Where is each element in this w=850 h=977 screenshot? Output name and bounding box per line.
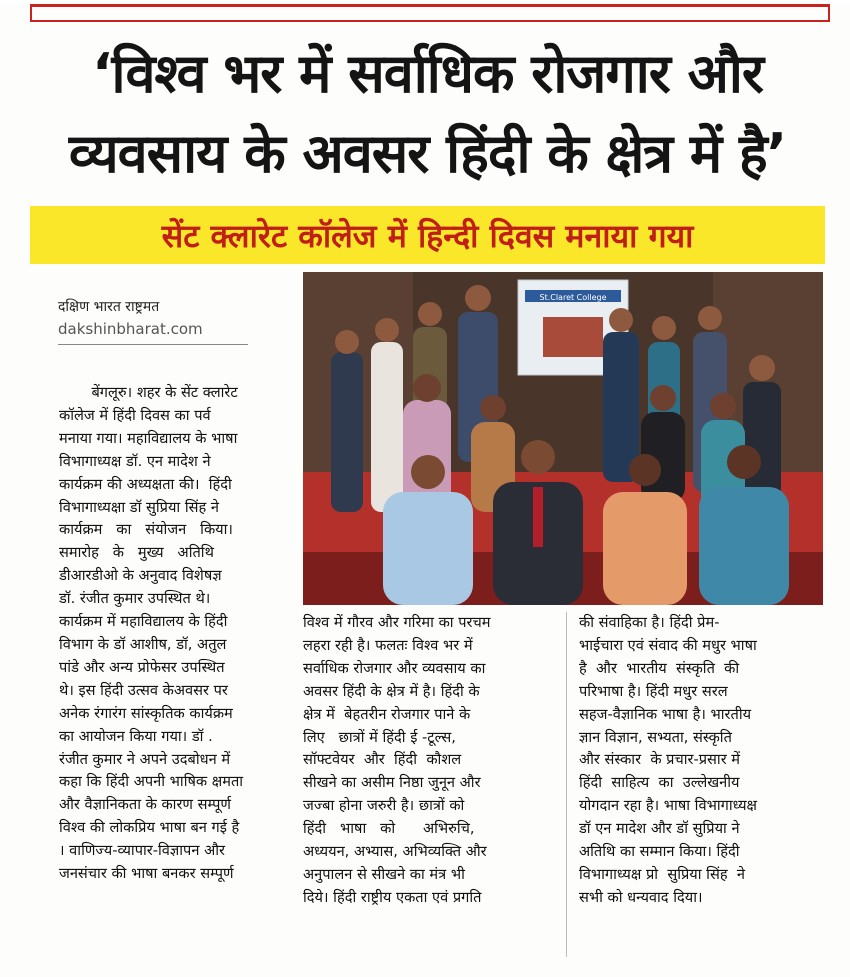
column-3-line: हिंदी साहित्य का उल्लेखनीय <box>579 774 740 792</box>
column-3-line: की संवाहिका है। हिंदी प्रेम- <box>579 614 720 631</box>
column-1-line: पांडे और अन्य प्रोफेसर उपस्थित <box>59 658 225 676</box>
column-1-line: । वाणिज्य-व्यापार-विज्ञापन और <box>59 842 225 860</box>
byline-source: दक्षिण भारत राष्ट्रमत <box>58 299 160 315</box>
column-3-line: अतिथि का सम्मान किया। हिंदी <box>579 843 740 861</box>
column-2-line: सर्वाधिक रोजगार और व्यवसाय का <box>303 659 486 677</box>
column-2-line: अवसर हिंदी के क्षेत्र में है। हिंदी के <box>303 682 480 700</box>
column-2-line: अध्ययन, अभ्यास, अभिव्यक्ति और <box>303 843 487 861</box>
column-1-line: कॉलेज में हिंदी दिवस का पर्व <box>59 406 211 424</box>
column-1-line: डॉ. रंजीत कुमार उपस्थित थे। <box>59 590 211 608</box>
article-column-3 <box>579 612 827 910</box>
headline-line-2: व्यवसाय के अवसर हिंदी के क्षेत्र में है’ <box>68 122 787 185</box>
byline-underline <box>58 344 248 345</box>
column-1-line: थे। इस हिंदी उत्सव केअवसर पर <box>59 681 228 699</box>
column-1-line: विभागाध्यक्षा डॉ सुप्रिया सिंह ने <box>59 498 219 516</box>
column-2-line: अनुपालन से सीखने का मंत्र भी <box>303 865 465 883</box>
column-3-line: परिभाषा है। हिंदी मधुर सरल <box>579 682 728 700</box>
column-2-line: क्षेत्र में बेहतरीन रोजगार पाने के <box>303 705 471 723</box>
column-1-line: का आयोजन किया गया। डॉ . <box>59 727 213 745</box>
column-3-line: भाईचारा एवं संवाद की मधुर भाषा <box>579 636 757 654</box>
subheadline: सेंट क्लारेट कॉलेज में हिन्दी दिवस मनाया गया <box>161 216 694 255</box>
column-1-line: कहा कि हिंदी अपनी भाषिक क्षमता <box>59 773 244 791</box>
column-3-line: डॉ एन मादेश और डॉ सुप्रिया ने <box>579 820 740 838</box>
headline <box>20 34 835 194</box>
column-1-line: समारोह के मुख्य अतिथि <box>59 544 214 562</box>
article-column-1 <box>59 382 281 886</box>
masthead-rule-left <box>30 4 32 22</box>
column-divider <box>566 612 567 957</box>
byline <box>58 296 258 345</box>
column-2-line: सॉफ्टवेयर और हिंदी कौशल <box>303 751 462 769</box>
column-2-line: विश्व में गौरव और गरिमा का परचम <box>303 614 491 631</box>
column-3-line: सभी को धन्यवाद दिया। <box>579 888 703 906</box>
column-2-line: सीखने का असीम निष्ठा जुनून और <box>303 774 481 792</box>
masthead-rule-right <box>828 4 830 22</box>
column-1-line: मनाया गया। महाविद्यालय के भाषा <box>59 429 238 447</box>
subheadline-box <box>30 206 825 264</box>
column-1-line: कार्यक्रम का संयोजन किया। <box>59 521 233 539</box>
column-3-line: ज्ञान विज्ञान, सभ्यता, संस्कृति <box>579 728 732 746</box>
column-1-line: जनसंचार की भाषा बनकर सम्पूर्ण <box>59 865 234 883</box>
column-3-line: सहज-वैज्ञानिक भाषा है। भारतीय <box>579 705 752 723</box>
article-column-2 <box>303 612 552 910</box>
column-1-line: अनेक रंगारंग सांस्कृतिक कार्यक्रम <box>59 704 233 722</box>
column-3-line: विभागाध्यक्ष प्रो सुप्रिया सिंह ने <box>579 865 745 883</box>
masthead-rule-top <box>30 4 830 7</box>
column-1-line: और वैज्ञानिकता के कारण सम्पूर्ण <box>59 796 231 814</box>
column-2-line: लिए छात्रों में हिंदी ई -टूल्स, <box>303 728 456 746</box>
column-2-line: लहरा रही है। फलतः विश्व भर में <box>303 636 473 654</box>
column-1-line: विश्व की लोकप्रिय भाषा बन गई है <box>59 819 240 837</box>
headline-line-1: ‘विश्व भर में सर्वाधिक रोजगार और <box>92 42 763 105</box>
column-2-line: जज्बा होना जरुरी है। छात्रों को <box>303 797 465 815</box>
byline-website: dakshinbharat.com <box>58 320 203 338</box>
column-1-line: कार्यक्रम की अध्यक्षता की। हिंदी <box>59 475 232 493</box>
column-1-line: डीआरडीओ के अनुवाद विशेषज्ञ <box>59 567 222 585</box>
group-photo-illustration <box>303 272 823 605</box>
column-2-line: दिये। हिंदी राष्ट्रीय एकता एवं प्रगति <box>303 888 482 906</box>
column-3-line: और संस्कार के प्रचार-प्रसार में <box>579 751 741 769</box>
column-1-line: कार्यक्रम में महाविद्यालय के हिंदी <box>59 613 228 631</box>
column-3-line: है और भारतीय संस्कृति की <box>579 659 740 677</box>
event-group-photo <box>303 272 823 605</box>
column-1-line: बेंगलूरु। शहर के सेंट क्लारेट <box>59 384 238 401</box>
column-3-line: योगदान रहा है। भाषा विभागाध्यक्ष <box>579 797 758 815</box>
masthead-rule-bottom <box>30 20 830 22</box>
column-1-line: विभाग के डॉ आशीष, डॉ, अतुल <box>59 635 227 653</box>
column-1-line: विभागाध्यक्ष डॉ. एन मादेश ने <box>59 452 211 470</box>
column-2-line: हिंदी भाषा को अभिरुचि, <box>303 820 475 838</box>
screen-banner: St.Claret College <box>539 293 607 302</box>
column-1-line: रंजीत कुमार ने अपने उदबोधन में <box>59 750 231 768</box>
